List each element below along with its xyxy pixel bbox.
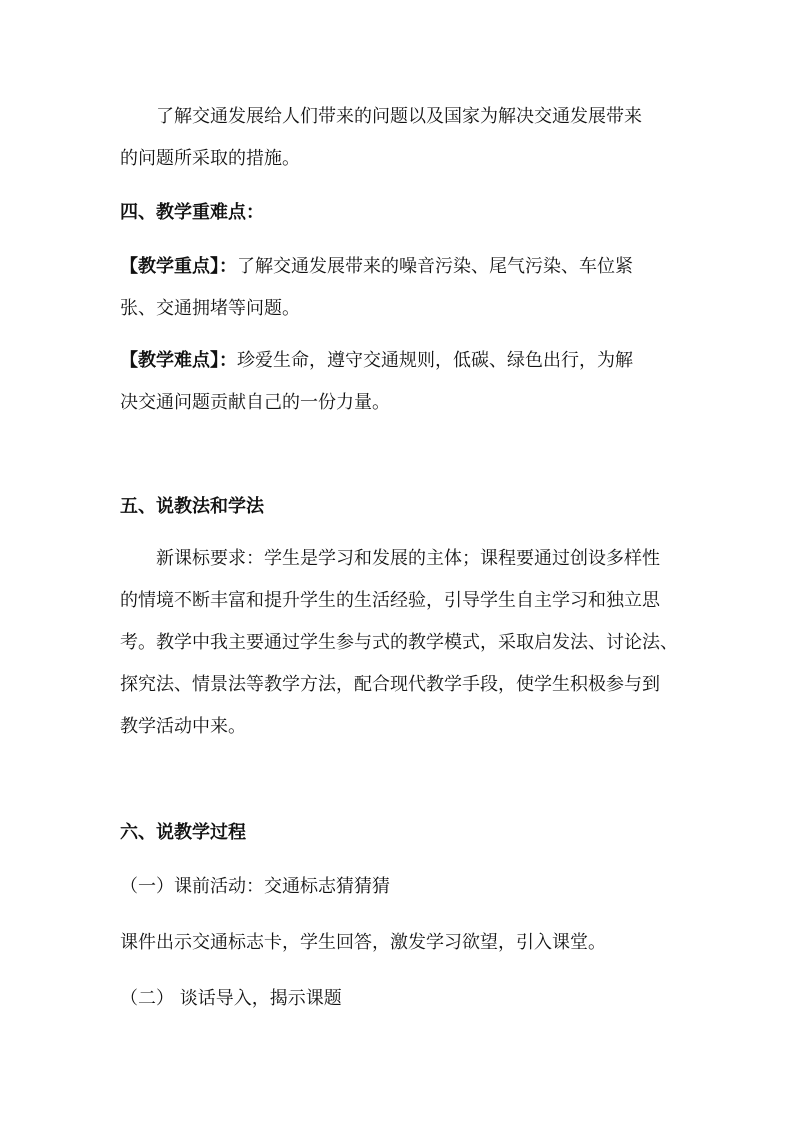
method-line-4: 探究法、情景法等教学方法，配合现代教学手段，使学生积极参与到	[120, 674, 660, 695]
key-point-label: 【教学重点】：	[120, 256, 237, 277]
method-line-1: 新课标要求：学生是学习和发展的主体；课程要通过创设多样性	[156, 548, 660, 569]
step-1-text: 课件出示交通标志卡，学生回答，激发学习欲望，引入课堂。	[120, 932, 606, 953]
difficult-point-paragraph-cont	[120, 382, 680, 424]
method-line-3: 考。教学中我主要通过学生参与式的教学模式，采取启发法、讨论法、	[120, 632, 678, 653]
key-point-text-2: 张、交通拥堵等问题。	[120, 298, 300, 319]
step-2-title: （二） 谈话导入，揭示课题	[120, 988, 342, 1009]
method-line-2: 的情境不断丰富和提升学生的生活经验，引导学生自主学习和独立思	[120, 590, 660, 611]
step-1-title: （一）课前活动：交通标志猜猜猜	[120, 876, 390, 897]
difficult-point-paragraph	[120, 340, 680, 382]
difficult-point-text-1: 珍爱生命，遵守交通规则，低碳、绿色出行，为解	[237, 350, 633, 371]
intro-paragraph-cont	[120, 138, 680, 180]
key-point-paragraph-cont	[120, 288, 680, 330]
section-heading-5: 五、说教法和学法	[120, 496, 264, 517]
intro-line-2: 的问题所采取的措施。	[120, 148, 300, 169]
key-point-paragraph	[120, 246, 680, 288]
method-line-5: 教学活动中来。	[120, 716, 246, 737]
difficult-point-text-2: 决交通问题贡献自己的一份力量。	[120, 392, 390, 413]
key-point-text-1: 了解交通发展带来的噪音污染、尾气污染、车位紧	[237, 256, 633, 277]
intro-paragraph	[120, 96, 680, 138]
intro-line-1: 了解交通发展给人们带来的问题以及国家为解决交通发展带来	[156, 106, 642, 127]
section-heading-4: 四、教学重难点：	[120, 202, 264, 223]
section-heading-6: 六、说教学过程	[120, 822, 246, 843]
difficult-point-label: 【教学难点】：	[120, 350, 237, 371]
